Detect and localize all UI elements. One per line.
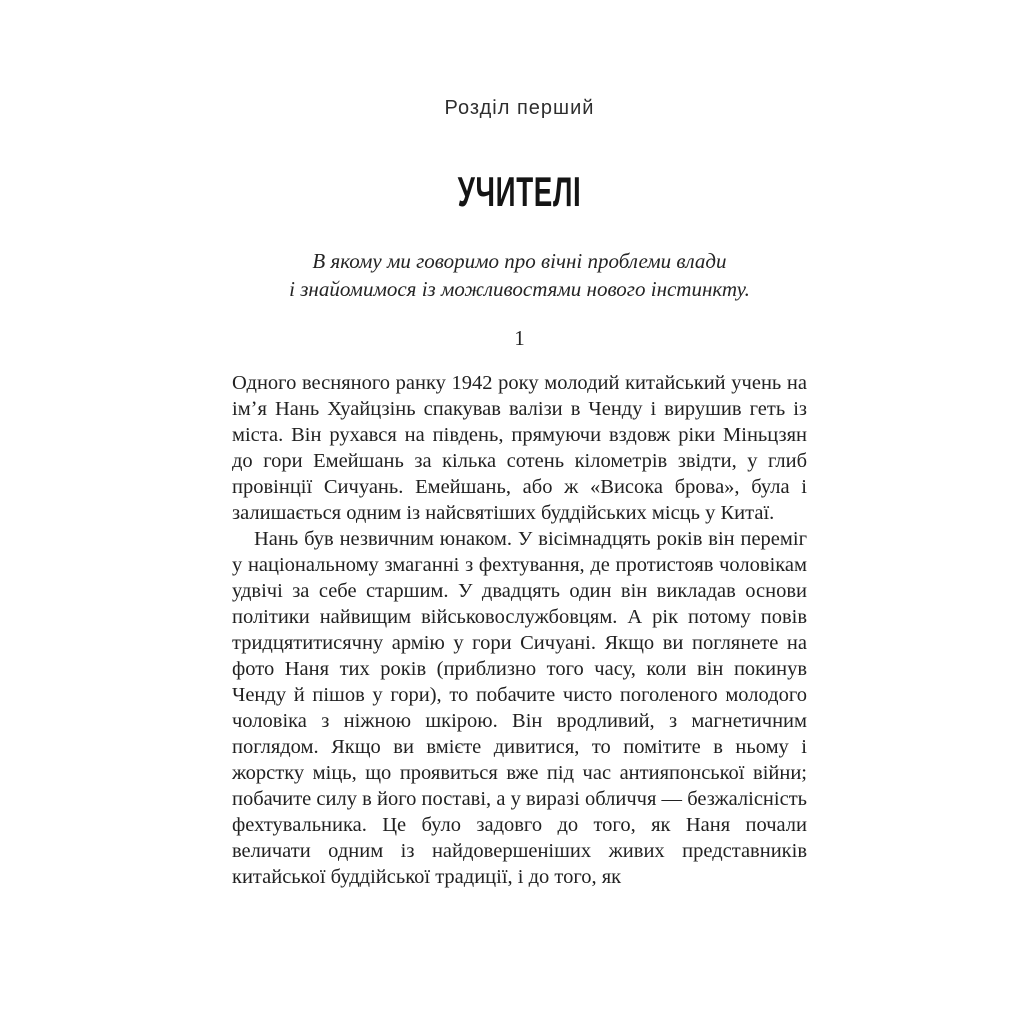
chapter-title: УЧИТЕЛІ xyxy=(457,168,582,215)
epigraph-line-2: і знайомимося із можливостями нового інстинкту. xyxy=(289,277,750,301)
paragraph: Нань був незвичним юнаком. У вісімнадцять років він переміг у національному змаганні з фехтування, де протистояв чоловікам удвічі за себе старшим. У двадцять один він викладав основи політики найвищим військовослужбовцям. А рік потому повів тридцятитисячну армію у гори Сичуані. Якщо ви поглянете на фото Наня тих років (приблизно того часу, коли він покинув Ченду й пішов у гори), то побачите чисто поголеного молодого чоловіка з ніжною шкірою. Він вродливий, з магнетичним поглядом. Якщо ви вмієте дивитися, то помітите в ньому і жорстку міць, що проявиться вже під час антияпонської війни; побачите силу в його поставі, а у виразі обличчя — безжалісність фехтувальника. Це було задовго до того, як Наня почали величати одним із найдовершеніших живих представників китайської буддійської традиції, і до того, як xyxy=(232,528,807,888)
epigraph-line-1: В якому ми говоримо про вічні проблеми влади xyxy=(312,249,727,273)
epigraph xyxy=(232,247,807,303)
section-number: 1 xyxy=(514,326,525,350)
paragraph: Одного весняного ранку 1942 року молодий китайський учень на імʼя Нань Хуайцзінь спакував валізи в Ченду і вирушив геть із міста. Він рухався на південь, прямуючи вздовж ріки Міньцзян до гори Емейшань за кілька сотень кілометрів звідти, у глиб провінції Сичуань. Емейшань, або ж «Висока брова», була і залишається одним із найсвятіших буддійських місць у Китаї. xyxy=(232,372,807,524)
body-text xyxy=(232,370,807,890)
running-head: Розділ перший xyxy=(444,97,595,119)
